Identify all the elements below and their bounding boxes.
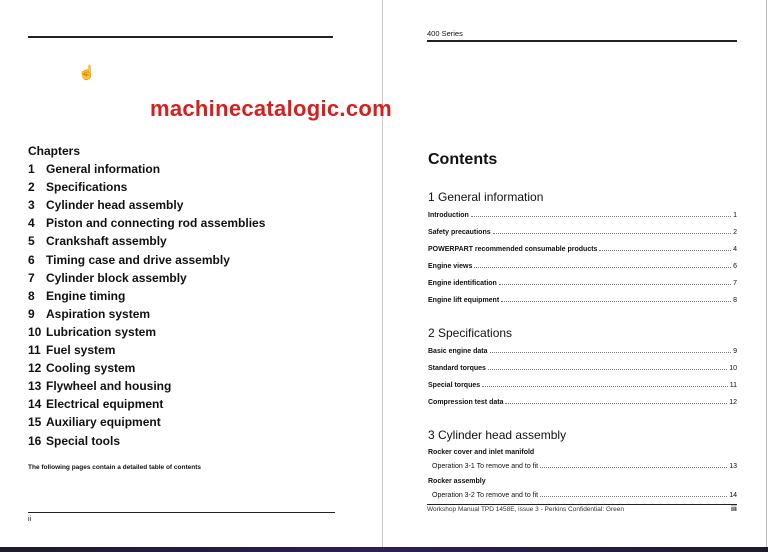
dot-leader	[490, 347, 732, 353]
chapter-title: Special tools	[46, 433, 121, 448]
left-page	[0, 0, 383, 547]
chapter-number: 6	[28, 252, 35, 267]
toc-entry[interactable]	[432, 462, 737, 470]
entry-page: 1	[733, 212, 737, 219]
chapter-title: Engine timing	[46, 288, 126, 303]
chapter-title: Fuel system	[46, 343, 116, 357]
dot-leader	[505, 398, 727, 404]
chapter-number: 5	[28, 234, 35, 249]
hand-cursor-icon: ☝	[78, 64, 96, 80]
section-heading: 1 General information	[428, 190, 544, 204]
entry-page: 13	[729, 463, 737, 470]
entry-title: Safety precautions	[428, 229, 491, 236]
chapter-item	[28, 397, 163, 411]
toc-entry[interactable]	[428, 211, 737, 219]
entry-page: 14	[729, 492, 737, 499]
chapter-item	[28, 271, 187, 285]
toc-entry[interactable]	[428, 296, 737, 304]
entry-page: 10	[729, 365, 737, 372]
dot-leader	[471, 211, 731, 217]
chapter-item	[28, 307, 150, 321]
toc-entry[interactable]	[432, 491, 737, 499]
footer-rule	[28, 512, 335, 513]
toc-entry[interactable]	[428, 228, 737, 236]
chapter-item	[28, 216, 265, 230]
chapter-number: 13	[28, 379, 42, 394]
entry-title: Engine identification	[428, 280, 497, 287]
chapter-number: 8	[28, 288, 35, 303]
page-number: ii	[28, 516, 32, 523]
dot-leader	[540, 491, 727, 497]
section-heading: 2 Specifications	[428, 326, 513, 340]
watermark: machinecatalogic.com	[150, 96, 392, 121]
entry-title: Operation 3-1 To remove and to fit	[432, 463, 539, 470]
chapter-title: Crankshaft assembly	[46, 234, 167, 249]
entry-page: 6	[733, 263, 737, 270]
entry-title: Compression test data	[428, 399, 504, 406]
contents-title: Contents	[428, 151, 498, 168]
entry-title: Engine lift equipment	[428, 297, 500, 304]
chapter-title: Piston and connecting rod assemblies	[46, 216, 266, 231]
entry-title: Engine views	[428, 263, 473, 270]
page-number: iii	[731, 506, 737, 513]
entry-title: Standard torques	[428, 365, 486, 372]
toc-entry[interactable]	[428, 398, 737, 406]
toc-entry[interactable]	[428, 364, 737, 372]
chapter-number: 3	[28, 198, 35, 213]
chapter-title: Specifications	[46, 180, 128, 195]
header-rule	[28, 36, 333, 38]
chapter-number: 10	[28, 324, 42, 339]
subsection-title: Rocker assembly	[428, 478, 486, 485]
entry-page: 11	[729, 382, 737, 389]
chapter-item	[28, 180, 127, 194]
entry-title: Introduction	[428, 212, 469, 219]
chapter-item	[28, 379, 171, 393]
chapter-number: 4	[28, 216, 35, 231]
chapter-title: Cylinder block assembly	[46, 270, 187, 285]
chapter-title: Timing case and drive assembly	[46, 252, 230, 267]
entry-title: Operation 3-2 To remove and to fit	[432, 492, 539, 499]
chapter-number: 14	[28, 397, 42, 412]
chapter-item	[28, 289, 125, 303]
toc-entry[interactable]	[428, 347, 737, 355]
toc-note: The following pages contain a detailed table of contents	[28, 464, 201, 471]
dot-leader	[493, 228, 731, 234]
taskbar-strip	[0, 547, 768, 552]
entry-page: 4	[733, 246, 737, 253]
entry-page: 7	[733, 280, 737, 287]
footer-text: Workshop Manual TPD 1458E, issue 3 - Perkins Confidential: Green	[427, 506, 625, 513]
toc-entry[interactable]	[428, 245, 737, 253]
header-rule	[427, 40, 737, 42]
chapter-item	[28, 325, 156, 339]
chapter-title: Cylinder head assembly	[46, 198, 184, 213]
entry-page: 2	[733, 229, 737, 236]
chapter-number: 12	[28, 361, 42, 376]
toc-entry[interactable]	[428, 262, 737, 270]
chapter-item	[28, 253, 230, 267]
chapter-number: 15	[28, 415, 42, 430]
chapter-title: Aspiration system	[46, 306, 151, 321]
chapter-title: General information	[46, 162, 161, 176]
dot-leader	[488, 364, 727, 370]
entry-page: 12	[729, 399, 737, 406]
dot-leader	[501, 296, 731, 302]
section-heading: 3 Cylinder head assembly	[428, 428, 567, 442]
subsection-title: Rocker cover and inlet manifold	[428, 449, 535, 456]
toc-entry[interactable]	[428, 279, 737, 287]
chapter-title: Auxiliary equipment	[46, 415, 161, 430]
chapter-number: 9	[28, 306, 35, 321]
chapter-title: Lubrication system	[46, 324, 157, 339]
chapter-number: 1	[28, 162, 35, 176]
chapter-title: Flywheel and housing	[46, 379, 172, 394]
chapter-number: 16	[28, 433, 42, 448]
chapter-item	[28, 343, 115, 357]
dot-leader	[482, 381, 728, 387]
chapter-item	[28, 415, 161, 429]
chapters-heading: Chapters	[28, 144, 81, 158]
entry-page: 9	[733, 348, 737, 355]
dot-leader	[540, 462, 727, 468]
dot-leader	[499, 279, 731, 285]
entry-title: Special torques	[428, 382, 481, 389]
chapter-item	[28, 434, 120, 448]
chapter-item	[28, 234, 167, 248]
entry-title: POWERPART recommended consumable products	[428, 246, 598, 253]
dot-leader	[599, 245, 731, 251]
chapter-number: 7	[28, 270, 35, 285]
toc-entry[interactable]	[428, 381, 737, 389]
chapter-number: 2	[28, 180, 35, 195]
entry-page: 8	[733, 297, 737, 304]
chapter-item	[28, 361, 135, 375]
series-label: 400 Series	[427, 29, 463, 38]
chapter-item	[28, 162, 160, 176]
chapter-number: 11	[28, 343, 41, 357]
entry-title: Basic engine data	[428, 348, 488, 355]
chapter-item	[28, 198, 183, 212]
chapter-title: Cooling system	[46, 361, 136, 376]
chapter-title: Electrical equipment	[46, 397, 164, 412]
footer-rule	[427, 504, 737, 505]
dot-leader	[474, 262, 731, 268]
